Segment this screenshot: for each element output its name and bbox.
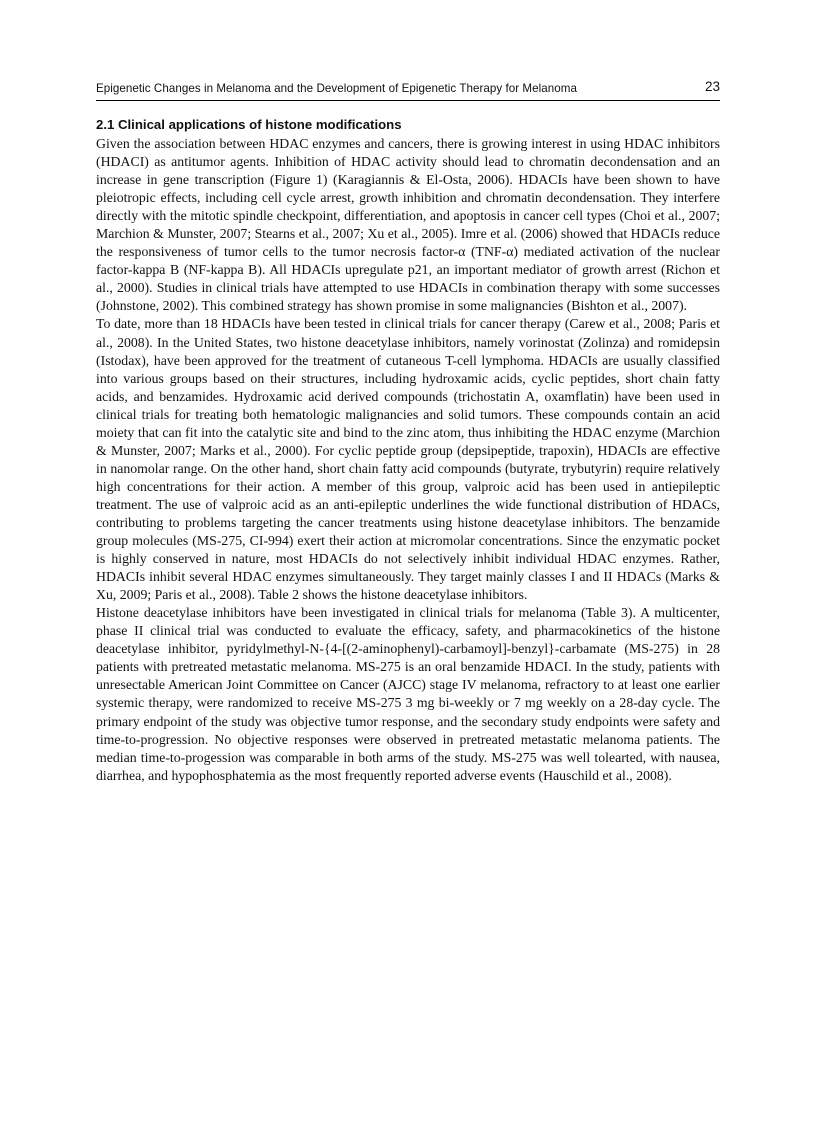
paragraph-melanoma-trials: Histone deacetylase inhibitors have been investigated in clinical trials for melanoma (Table 3). A multicenter, phase II clinical trial was conducted to evaluate the efficacy, safety, and pharmacokinetics of the histone deacetylase inhibitor, pyridylmethyl-N-{4-[(2-aminophenyl)-carbamoyl]-benzyl}-carbamate (MS-275) in 28 patients with pretreated metastatic melanoma. MS-275 is an oral benzamide HDACI. In the study, patients with unresectable American Joint Committee on Cancer (AJCC) stage IV melanoma, refractory to at least one earlier systemic therapy, were randomized to receive MS-275 3 mg bi-weekly or 7 mg weekly on a 28-day cycle. The primary endpoint of the study was objective tumor response, and the secondary study endpoints were safety and time-to-progression. No objective responses were observed in pretreated metastatic melanoma patients. The median time-to-progession was comparable in both arms of the study. MS-275 was well tolearted, with nausea, diarrhea, and hypophosphatemia as the most frequently reported adverse events (Hauschild et al., 2008). <box>96 605 720 783</box>
page-number: 23 <box>704 79 720 94</box>
running-header-title: Epigenetic Changes in Melanoma and the Development of Epigenetic Therapy for Melanoma <box>96 82 577 95</box>
running-header <box>96 80 720 101</box>
paragraph-hdaci-clinical-trials: To date, more than 18 HDACIs have been tested in clinical trials for cancer therapy (Carew et al., 2008; Paris et al., 2008). In the United States, two histone deacetylase inhibitors, namely vorinostat (Zolinza) and romidepsin (Istodax), have been approved for the treatment of cutaneous T-cell lymphoma. HDACIs are usually classified into various groups based on their structures, including hydroxamic acids, cyclic peptides, short chain fatty acids, and benzamides. Hydroxamic acid derived compounds (trichostatin A, oxamflatin) have been used in clinical trials for treating both hematologic malignancies and solid tumors. These compounds contain an acid moiety that can fit into the catalytic site and bind to the zinc atom, thus inhibiting the HDAC enzyme (Marchion & Munster, 2007; Marks et al., 2000). For cyclic peptide group (depsipeptide, trapoxin), HDACIs are effective in nanomolar range. On the other hand, short chain fatty acid compounds (butyrate, trybutyrin) require relatively high concentrations for their action. A member of this group, valproic acid has been used in antiepileptic treatment. The use of valproic acid as an anti-epileptic underlines the wide functional distribution of HDACs, contributing to problems targeting the cancer treatments using histone deacetylase inhibitors. The benzamide group molecules (MS-275, CI-994) exert their action at micromolar concentrations. Since the enzymatic pocket is highly conserved in nature, most HDACIs do not selectively inhibit individual HDAC enzymes. Rather, HDACIs inhibit several HDAC enzymes simultaneously. They target mainly classes I and II HDACs (Marks & Xu, 2009; Paris et al., 2008). Table 2 shows the histone deacetylase inhibitors. <box>96 316 720 603</box>
paragraph-hdac-inhibitors-overview: Given the association between HDAC enzymes and cancers, there is growing interest in using HDAC inhibitors (HDACI) as antitumor agents. Inhibition of HDAC activity should lead to chromatin decondensation and an increase in gene transcription (Figure 1) (Karagiannis & El-Osta, 2006). HDACIs have been shown to have pleiotropic effects, including cell cycle arrest, growth inhibition and chromatin decondensation. They interfere directly with the mitotic spindle checkpoint, differentiation, and apoptosis in cancer cell types (Choi et al., 2007; Marchion & Munster, 2007; Stearns et al., 2007; Xu et al., 2005). Imre et al. (2006) showed that HDACIs reduce the responsiveness of tumor cells to the tumor necrosis factor-α (TNF-α) mediated activation of the nuclear factor-kappa B (NF-kappa B). All HDACIs upregulate p21, an important mediator of growth arrest (Richon et al., 2000). Studies in clinical trials have attempted to use HDACIs in combination therapy with some successes (Johnstone, 2002). This combined strategy has shown promise in some malignancies (Bishton et al., 2007). <box>96 136 720 314</box>
section-body <box>96 116 720 785</box>
section-heading: 2.1 Clinical applications of histone modifications <box>96 117 402 132</box>
